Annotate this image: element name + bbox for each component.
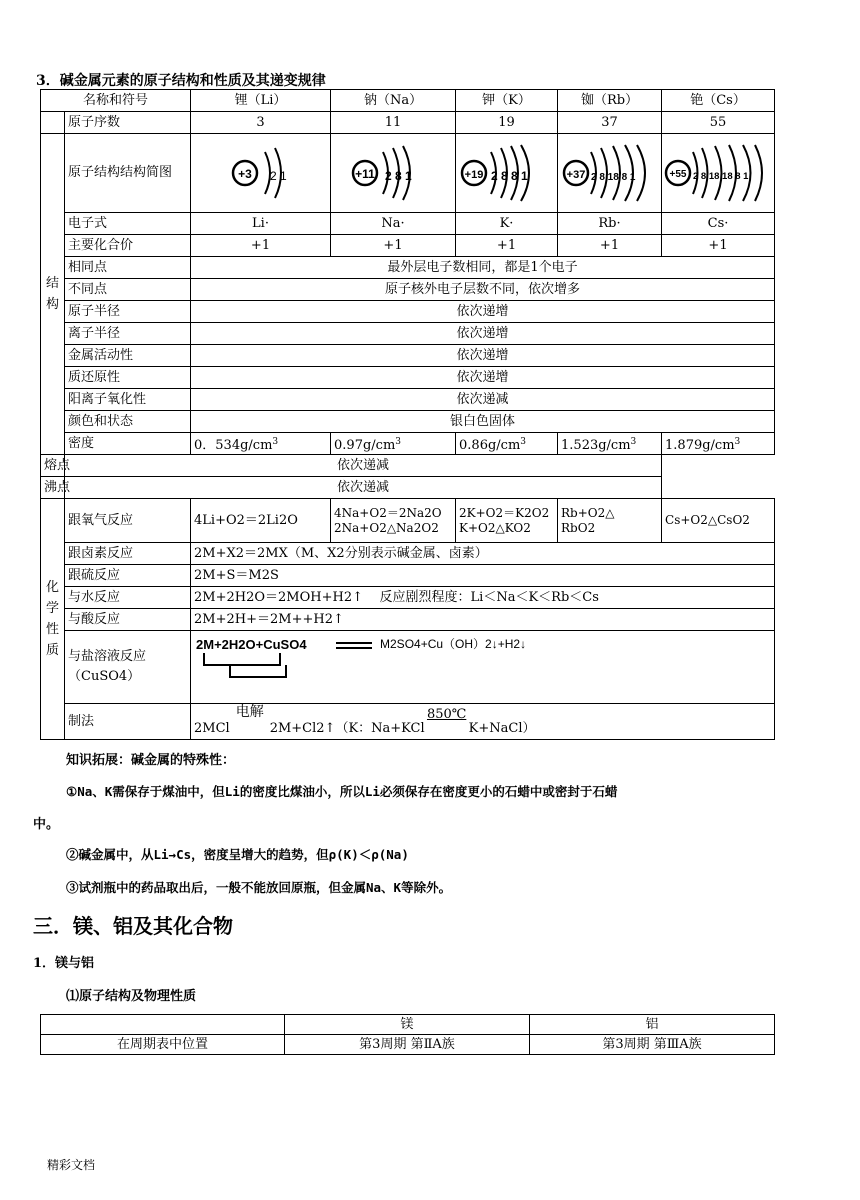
electron-formula-rb: Rb·: [558, 213, 662, 235]
extension-item-2: ②碱金属中，从Li→Cs，密度呈增大的趋势，但ρ(K)＜ρ(Na): [66, 847, 409, 862]
atom-nucleus-li: +3: [237, 167, 252, 181]
mg-al-header-blank: [41, 1015, 285, 1035]
prep-temp: 850℃: [426, 707, 467, 722]
oxygen-li: 4Li+O2＝2Li2O: [191, 499, 331, 543]
density-na: $0.97g/cm^3$: [331, 433, 456, 455]
extension-item-3: ③试剂瓶中的药品取出后，一般不能放回原瓶，但金属Na、K等除外。: [66, 880, 452, 895]
atomic-number-li: 3: [191, 112, 331, 134]
group-chemical: 化学性质: [41, 499, 65, 740]
density-rb: $1.523g/cm^3$: [558, 433, 662, 455]
header-k: 钾（K）: [456, 90, 558, 112]
acid-label: 与酸反应: [65, 609, 191, 631]
water-value: 2M+2H2O＝2MOH+H2↑ 反应剧烈程度：Li＜Na＜K＜Rb＜Cs: [191, 587, 775, 609]
valence-k: +1: [456, 235, 558, 257]
atom-shells-li: 2 1: [269, 169, 287, 183]
position-mg: 第3周期 第ⅡA族: [285, 1035, 530, 1055]
radius-value: 依次递增: [191, 301, 775, 323]
oxygen-cs: Cs+O2△CsO2: [662, 499, 775, 543]
diff-label: 不同点: [65, 279, 191, 301]
melting-label: 熔点: [41, 455, 65, 477]
atom-nucleus-rb: +37: [566, 169, 586, 181]
section3-title: 三．镁、铝及其化合物: [33, 914, 233, 938]
electron-formula-cs: Cs·: [662, 213, 775, 235]
ion-radius-label: 离子半径: [65, 323, 191, 345]
radius-label: 原子半径: [65, 301, 191, 323]
atomic-number-cs: 55: [662, 112, 775, 134]
reaction-bracket: [200, 653, 296, 679]
sub1a-title: ⑴原子结构及物理性质: [66, 989, 197, 1004]
mg-al-header-al: 铝: [530, 1015, 775, 1035]
valence-li: +1: [191, 235, 331, 257]
electron-formula-li: Li·: [191, 213, 331, 235]
electron-formula-label: 电子式: [65, 213, 191, 235]
diff-value: 原子核外电子层数不同，依次增多: [191, 279, 775, 301]
header-na: 钠（Na）: [331, 90, 456, 112]
activity-label: 金属活动性: [65, 345, 191, 367]
atom-diagram-li: [191, 134, 331, 213]
electron-formula-k: K·: [456, 213, 558, 235]
density-cs: $1.879g/cm^3$: [662, 433, 775, 455]
group-structure: 结构: [41, 134, 65, 455]
salt-equation-right: M2SO4+Cu（OH）2↓+H2↓: [380, 637, 527, 651]
atom-shells-na: 2 8 1: [385, 169, 412, 183]
sulfur-value: 2M+S＝M2S: [191, 565, 775, 587]
oxygen-label: 跟氧气反应: [65, 499, 191, 543]
atom-shells-k: 2 8 8 1: [491, 169, 528, 183]
atom-shells-cs: 2 8 18 18 8 1: [693, 171, 749, 182]
alkali-metal-table: [40, 89, 775, 740]
salt-label: 与盐溶液反应 （CuSO4）: [65, 631, 191, 704]
valence-na: +1: [331, 235, 456, 257]
oxidizing-value: 依次递减: [191, 389, 775, 411]
atomic-number-label: 原子序数: [65, 112, 191, 134]
double-line-arrow: [336, 641, 372, 651]
extension-item-1b: 中。: [33, 817, 60, 832]
boiling-label: 沸点: [41, 477, 65, 499]
section-title: 3．碱金属元素的原子结构和性质及其递变规律: [36, 73, 326, 89]
mg-al-header-mg: 镁: [285, 1015, 530, 1035]
atom-diagram-rb: [558, 134, 662, 213]
reducing-label: 质还原性: [65, 367, 191, 389]
same-value: 最外层电子数相同，都是1个电子: [191, 257, 775, 279]
valence-label: 主要化合价: [65, 235, 191, 257]
electron-formula-na: Na·: [331, 213, 456, 235]
header-name-symbol: 名称和符号: [41, 90, 191, 112]
atomic-number-na: 11: [331, 112, 456, 134]
valence-cs: +1: [662, 235, 775, 257]
color-label: 颜色和状态: [65, 411, 191, 433]
prep-value: 2MCl 电解 2M+Cl2↑（K：Na+KCl 850℃ K+NaCl）: [191, 704, 775, 740]
atom-diagram-k: [456, 134, 558, 213]
water-label: 与水反应: [65, 587, 191, 609]
boiling-value: 依次递减: [65, 477, 662, 499]
density-label: 密度: [65, 433, 191, 455]
extension-item-1a: ①Na、K需保存于煤油中，但Li的密度比煤油小，所以Li必须保存在密度更小的石蜡中或密封于石蜡: [66, 784, 618, 799]
density-li: 0．$534g/cm^3$: [191, 433, 331, 455]
header-li: 锂（Li）: [191, 90, 331, 112]
position-al: 第3周期 第ⅢA族: [530, 1035, 775, 1055]
prep-label: 制法: [65, 704, 191, 740]
sulfur-label: 跟硫反应: [65, 565, 191, 587]
atomic-number-k: 19: [456, 112, 558, 134]
header-rb: 铷（Rb）: [558, 90, 662, 112]
same-label: 相同点: [65, 257, 191, 279]
acid-value: 2M+2H+＝2M++H2↑: [191, 609, 775, 631]
reducing-value: 依次递增: [191, 367, 775, 389]
atom-nucleus-na: +11: [355, 167, 375, 181]
halogen-label: 跟卤素反应: [65, 543, 191, 565]
halogen-value: 2M+X2＝2MX（M、X2分别表示碱金属、卤素）: [191, 543, 775, 565]
oxygen-rb: Rb+O2△ RbO2: [558, 499, 662, 543]
atom-nucleus-k: +19: [464, 169, 484, 181]
atom-nucleus-cs: +55: [669, 169, 687, 180]
header-cs: 铯（Cs）: [662, 90, 775, 112]
extension-title: 知识拓展：碱金属的特殊性：: [66, 753, 236, 768]
oxidizing-label: 阳离子氧化性: [65, 389, 191, 411]
structure-diagram-label: 原子结构结构简图: [65, 134, 191, 213]
oxygen-k: 2K+O2＝K2O2 K+O2△KO2: [456, 499, 558, 543]
valence-rb: +1: [558, 235, 662, 257]
sub1-title: 1．镁与铝: [33, 956, 95, 971]
position-label: 在周期表中位置: [41, 1035, 285, 1055]
water-note: 反应剧烈程度：Li＜Na＜K＜Rb＜Cs: [379, 590, 599, 605]
atom-diagram-na: [331, 134, 456, 213]
footer-text: 精彩文档: [47, 1158, 96, 1172]
atom-shells-rb: 2 8 18 8 1: [591, 172, 636, 183]
density-k: $0.86g/cm^3$: [456, 433, 558, 455]
oxygen-na: 4Na+O2＝2Na2O 2Na+O2△Na2O2: [331, 499, 456, 543]
prep-electrolysis: 电解: [235, 704, 264, 720]
atomic-number-rb: 37: [558, 112, 662, 134]
salt-equation-left: 2M+2H2O+CuSO4: [196, 637, 307, 652]
activity-value: 依次递增: [191, 345, 775, 367]
atom-diagram-cs: [662, 134, 775, 213]
color-value: 银白色固体: [191, 411, 775, 433]
melting-value: 依次递减: [65, 455, 662, 477]
ion-radius-value: 依次递增: [191, 323, 775, 345]
salt-value: [191, 631, 775, 704]
mg-al-table: [40, 1014, 775, 1055]
